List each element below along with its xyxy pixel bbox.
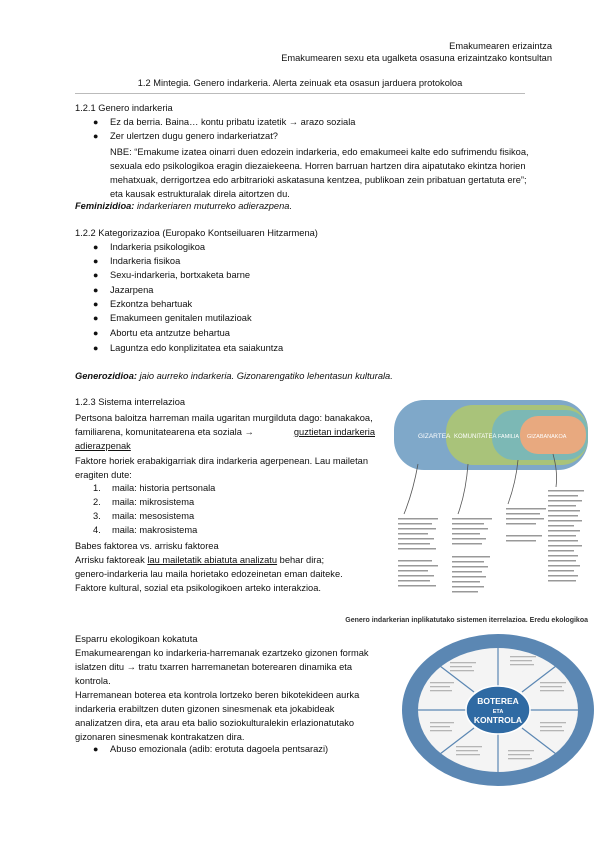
list-number: 2. — [93, 497, 101, 507]
ring-label: GIZARTEA — [418, 433, 451, 440]
paragraph-line: genero-indarkeria lau maila horietako edozeinetan eman daiteke. — [75, 569, 343, 579]
text: Arrisku faktoreak — [75, 555, 145, 565]
ring-label: GIZABANAKOA — [527, 434, 567, 440]
underlined-text: lau mailetatik abiatuta analizatu — [147, 555, 278, 565]
bullet-dot: ● — [93, 256, 99, 266]
paragraph-line: Harremanean boterea eta kontrola lortzeko beren bikotekideen aurka — [75, 690, 360, 700]
category-item: Indarkeria psikologikoa — [110, 242, 206, 252]
wheel-center-label: ETA — [492, 709, 504, 715]
underlined-text: guztietan indarkeria — [293, 427, 375, 437]
ecological-model-diagram — [388, 392, 594, 602]
category-item: Sexu-indarkeria, bortxaketa barne — [110, 270, 251, 280]
level-item: maila: mesosistema — [112, 511, 195, 521]
nbe-definition-line: mehatxuak, derrigortzea edo arbitrarioki askatasuna kentzea, publikoan zein pribatuan gertatuta ere”; — [110, 175, 527, 185]
category-item: Emakumeen genitalen mutilazioak — [110, 313, 252, 323]
section-heading-1-2-1: 1.2.1 Genero indarkeria — [75, 103, 173, 113]
nbe-definition-line: eta kausak estrukturalak direla aitortzen du. — [110, 189, 290, 199]
bullet-text: Abuso emozionala (adib: erotuta dagoela pentsarazi) — [110, 744, 329, 754]
category-item: Indarkeria fisikoa — [110, 256, 181, 266]
bullet-dot: ● — [93, 328, 99, 338]
paragraph-line — [75, 425, 375, 440]
paragraph-line: kontrola. — [75, 676, 111, 686]
term: Feminizidioa: — [75, 201, 135, 211]
paragraph-line: islatzen ditu → tratu txarren harremanetan boterearen dinamika eta — [75, 662, 352, 672]
power-control-wheel — [400, 632, 596, 788]
term: Generozidioa: — [75, 371, 137, 381]
feminicide-definition — [75, 201, 292, 211]
level-item: maila: mikrosistema — [112, 497, 195, 507]
wheel-center-label: KONTROLA — [473, 715, 523, 725]
paragraph-line: Faktore kultural, sozial eta psikologikoen arteko interakzioa. — [75, 583, 321, 593]
underlined-text: adierazpenak — [75, 441, 131, 451]
section-heading-1-2-2: 1.2.2 Kategorizazioa (Europako Kontseiluaren Hitzarmena) — [75, 228, 318, 238]
category-item: Jazarpena — [110, 285, 154, 295]
paragraph-line: eragiten dute: — [75, 470, 132, 480]
paragraph-line — [75, 553, 375, 568]
text: behar dira; — [277, 555, 325, 565]
category-item: Ezkontza behartuak — [110, 299, 193, 309]
paragraph-line: analizatzen dira, eta arau eta balio soziokulturalekin erlazionatutako — [75, 718, 355, 728]
paragraph-line: Pertsona baloitza harreman maila ugaritan murgilduta dago: banakakoa, — [75, 413, 373, 423]
bullet-dot: ● — [93, 744, 99, 754]
diagram-caption: Genero indarkerian inplikatutako sistemen iterrelazioa. Eredu ekologikoa — [345, 617, 588, 624]
definition: indarkeriaren muturreko adierazpena. — [134, 201, 293, 211]
list-number: 3. — [93, 511, 101, 521]
level-item: maila: historia pertsonala — [112, 483, 216, 493]
category-item: Abortu eta antzutze behartua — [110, 328, 230, 338]
page-title: 1.2 Mintegia. Genero indarkeria. Alerta zeinuak eta osasun jarduera protokoloa — [137, 78, 463, 88]
paragraph-line: Faktore horiek erabakigarriak dira indarkeria agerpenean. Lau mailetan — [75, 456, 369, 466]
bullet-dot: ● — [93, 242, 99, 252]
paragraph-line: Babes faktorea vs. arrisku faktorea — [75, 541, 219, 551]
category-item: Laguntza edo konplizitatea eta saiakuntza — [110, 343, 284, 353]
paragraph-line: indarkeria erabiltzen duten gizonen sinesmenak eta jokabideak — [75, 704, 335, 714]
definition: jaio aurreko indarkeria. Gizonarengatiko lehentasun kulturala. — [137, 371, 393, 381]
genericide-definition — [75, 371, 393, 381]
bullet-dot: ● — [93, 299, 99, 309]
nbe-definition-line: NBE: “Emakume izatea oinarri duen edozein indarkeria, edo emakumeei kalte edo sufrimendu fisikoa, — [110, 147, 529, 157]
title-divider — [75, 93, 525, 94]
bullet-dot: ● — [93, 117, 99, 127]
header-subject: Emakumearen sexu eta ugalketa osasuna erizaintzako kontsultan — [281, 53, 552, 63]
bullet-text: Ez da berria. Baina… kontu pribatu izatetik → arazo soziala — [110, 117, 356, 127]
subsection-heading: Esparru ekologikoan kokatuta — [75, 634, 198, 644]
bullet-dot: ● — [93, 313, 99, 323]
bullet-dot: ● — [93, 343, 99, 353]
bullet-dot: ● — [93, 270, 99, 280]
level-item: maila: makrosistema — [112, 525, 198, 535]
ring-label: FAMILIA — [498, 434, 520, 440]
ring-label: KOMUNITATEA — [454, 434, 497, 440]
list-number: 1. — [93, 483, 101, 493]
paragraph-line: gizonaren sinesmenak kontrakatzen dira. — [75, 732, 245, 742]
bullet-dot: ● — [93, 131, 99, 141]
bullet-dot: ● — [93, 285, 99, 295]
paragraph-line: Emakumearengan ko indarkeria-harremanak ezartzeko gizonen formak — [75, 648, 369, 658]
nbe-definition-line: sexuala edo psikologikoa eragin diezaiekeena. Horren barruan hartzen dira aipatutako ekintza horien — [110, 161, 526, 171]
list-number: 4. — [93, 525, 101, 535]
text: familiarena, komunitatearena eta soziala → — [75, 427, 254, 437]
section-heading-1-2-3: 1.2.3 Sistema interrelazioa — [75, 397, 186, 407]
wheel-center-label: BOTEREA — [477, 696, 519, 706]
bullet-text: Zer ulertzen dugu genero indarkeriatzat? — [110, 131, 278, 141]
header-course: Emakumearen erizaintza — [449, 41, 552, 51]
